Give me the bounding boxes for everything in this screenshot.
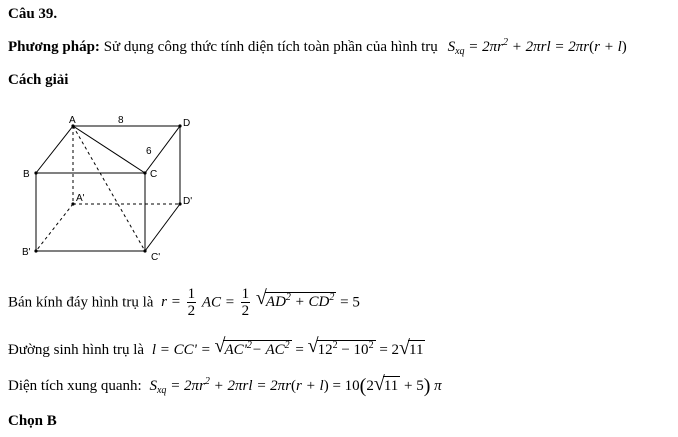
edge-ab <box>36 126 73 173</box>
label-a: A <box>69 115 76 126</box>
answer-label: Chọn B <box>8 413 57 429</box>
radius-ac-eq: AC = <box>201 294 235 311</box>
method-text: Sử dụng công thức tính diện tích toàn phần của hình trụ <box>103 39 438 55</box>
edge-a1b1 <box>36 204 73 251</box>
label-d1: D' <box>183 196 193 207</box>
radius-text: Bán kính đáy hình trụ là <box>8 294 154 311</box>
edge-d1c1 <box>145 204 180 251</box>
area-sqrt: √ 11 <box>373 373 399 395</box>
generatrix-lhs: l = CC' = <box>151 342 211 358</box>
area-formula: $S_{xq} = 2\pi r^2 + 2\pi rl = 2\pi r(r + l)$ <box>149 376 329 396</box>
area-pi: π <box>434 378 442 394</box>
label-length-ad: 8 <box>118 115 124 126</box>
radius-frac-2: $\frac{1}{2}$ <box>241 286 250 319</box>
label-c: C <box>150 169 158 180</box>
diagonal-ac1 <box>73 126 145 251</box>
question-title: Câu 39. <box>8 6 58 22</box>
method-line <box>8 37 627 57</box>
label-b1: B' <box>22 247 31 258</box>
label-d: D <box>183 118 191 129</box>
generatrix-sqrt-3: √ 11 <box>399 337 424 359</box>
method-label: Phương pháp: <box>8 39 100 55</box>
area-line: Diện tích xung quanh: $S_{xq} = 2\pi r^2 + 2\pi rl = 2\pi r(r + l) = 10(2$ √ 11 + 5) π <box>8 373 442 397</box>
radius-r-eq: r = <box>161 294 181 311</box>
edge-ac <box>73 126 145 173</box>
label-length-cd: 6 <box>146 146 152 157</box>
label-c1: C' <box>151 252 161 260</box>
label-b: B <box>23 169 30 180</box>
radius-line <box>8 287 360 319</box>
generatrix-text: Đường sinh hình trụ là <box>8 342 145 358</box>
vertex-dots <box>34 124 181 252</box>
radius-sqrt: √ $AD^2 + CD^2$ <box>255 287 335 311</box>
box-figure <box>10 110 210 260</box>
solid-edges <box>36 126 180 251</box>
label-a1: A' <box>76 193 85 204</box>
generatrix-sqrt-2: √ $12^2 - 10^2$ <box>307 335 374 358</box>
generatrix-line: Đường sinh hình trụ là l = CC' = √ $AC'^2- AC^2$ = √ $12^2 - 10^2 = 2$ √ 11 <box>8 335 424 359</box>
radius-frac-1: $\frac{1}{2}$ <box>187 286 196 319</box>
generatrix-sqrt-1: √ $AC'^2- AC^2$ <box>214 335 290 358</box>
area-text: Diện tích xung quanh: <box>8 378 142 394</box>
radius-result: = 5 <box>340 294 360 311</box>
method-formula: $S_{xq} = 2\pi r^2 + 2\pi rl = 2\pi r(r + l)$ <box>447 37 627 57</box>
solution-label: Cách giải <box>8 72 69 88</box>
